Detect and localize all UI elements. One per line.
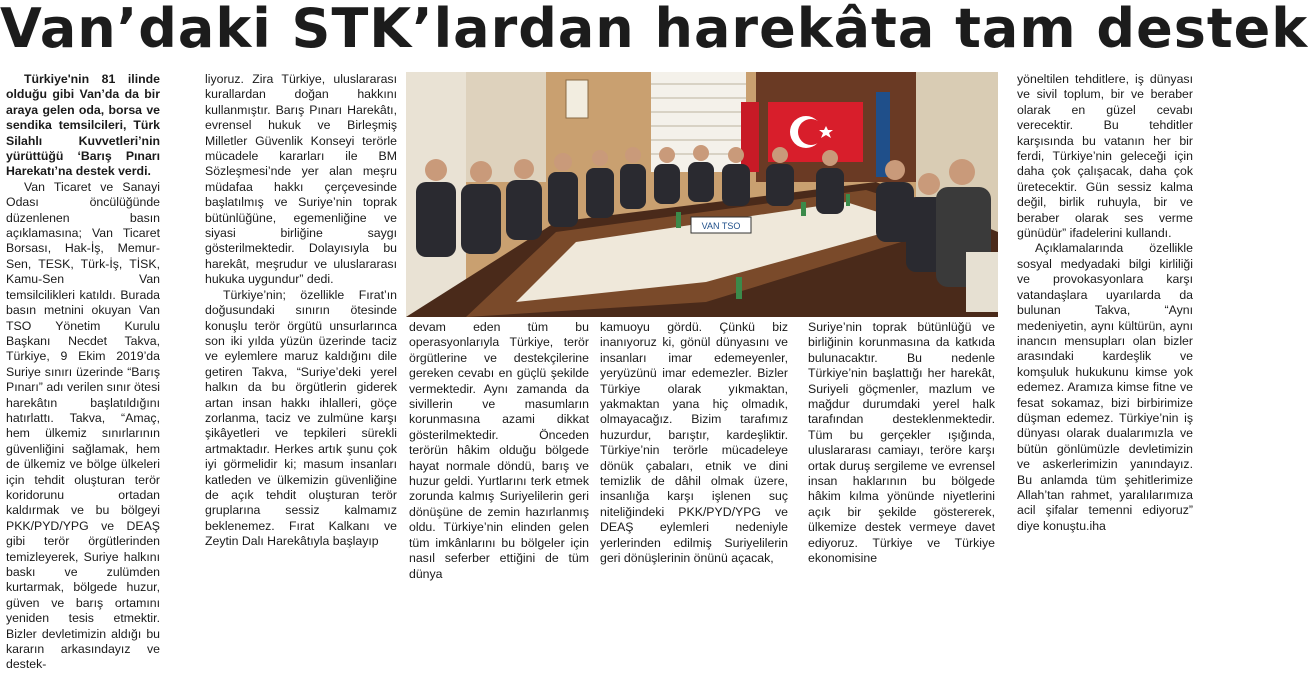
column-4 [600,320,788,567]
column-2 [205,72,397,567]
column-3 [409,320,589,581]
news-photo [406,72,998,317]
body-paragraph: kamuoyu gördü. Çünkü biz inanıyoruz ki, gönül dünyasını ve insanları imar edemeyenler, yeryüzünü imar edemezler. Bizler Türkiye olarak yıkmaktan, yakmaktan yana hiç olmadık, olmayacağız. Bizim tarafımız huzurdur, barıştır, kardeşliktir. Türkiye’nin terörle mücadeleye dönük çabaları, etnik ve dini temizlik de dâhil olmak üzere, insanlığa karşı işlenen suç niteliğindeki PKK/PYD/YPG ve DEAŞ eylemleri nedeniyle yerlerinden edilmiş Suriyelilerin geri dönüşlerinin önünü açacak, [600,320,788,566]
lead-paragraph: Türkiye'nin 81 ilinde olduğu gibi Van’da da bir araya gelen oda, borsa ve sendika temsilcileri, Türk Silahlı Kuvvetleri’nin yürüttüğü ‘Barış Pınarı Harekatı’na destek verdi. [6,72,160,179]
body-paragraph: devam eden tüm bu operasyonlarıyla Türkiye, terör örgütlerine ve destekçilerine gereken cevabı en güçlü şekilde vermektedir. Aynı zamanda da sivillerin ve masumların korunmasına azami dikkat gösterilmektedir. Önceden terörün hâkim olduğu bölgede hayat normale döndü, barış ve huzur geldi. Yurtlarını terk etmek zorunda kalmış Suriyelilerin geri dönüşüne de zemin hazırlanmış oldu. Türkiye’nin elinden gelen tüm imkânlarını bu bölgeler için nasıl seferber ettiğini de tüm dünya [409,320,589,581]
column-6 [1017,72,1193,567]
body-paragraph: Türkiye’nin; özellikle Fırat’ın doğusundaki sınırın ötesinde konuşlu terör örgütü unsurlarınca son iki yılda yüzün üzerinde taciz ve eylemlere maruz kaldığını dile getiren Takva, “Suriye’deki yerel halkın da bu örgütlerin giderek artan insan hakkı ihlalleri, göçe zorlanma, taciz ve zulmüne karşı şikâyetleri ve tepkileri sürekli artmaktadır. Herkes artık şunu çok iyi görmelidir ki; masum insanları katleden ve ülkemizin güvenliğine de açık tehdit oluşturan terör gruplarına sessiz kalmamız beklenemez. Fırat Kalkanı ve Zeytin Dalı Harekâtıyla başlayıp [205,287,397,549]
column-1 [6,72,160,672]
body-paragraph: Van Ticaret ve Sanayi Odası öncülüğünde düzenlenen basın açıklamasına; Van Ticaret Borsası, Hak-İş, Memur-Sen, TESK, Türk-İş, TİSK, Kamu-Sen Van temsilcilikleri katıldı. Burada basın metnini okuyan Van TSO Yönetim Kurulu Başkanı Necdet Takva, Türkiye, 9 Ekim 2019’da Suriye sınırı üzerinde “Barış Pınarı” adı verilen sınır ötesi harekâtın başlatıldığını hatırlattı. Takva, “Amaç, hem ülkemiz sınırlarının güvenliğini sağlamak, hem de ülkemiz ve bölge ülkeleri için tehdit oluşturan terör koridorunu ortadan kaldırmak ve bu bölgeyi PKK/PYD/YPG ve DEAŞ gibi terör örgütlerinden temizleyerek, Suriye halkını baskı ve zulümden kurtarmak, bölgede huzur, güven ve barış ortamını yeniden tesis etmektir. Bizler devletimizin aldığı bu kararın arkasındayız ve destek- [6,179,160,672]
body-paragraph: liyoruz. Zira Türkiye, uluslararası kurallardan doğan hakkını kullanmıştır. Barış Pınarı Harekâtı, evrensel hukuk ve Birleşmiş Milletler Güvenlik Konseyi terörle mücadele kararları ile BM Sözleşmesi’nde yer alan meşru müdafaa hakkı çerçevesinde başlatılmış ve Suriye’nin toprak bütünlüğüne, egemenliğine ve siyasi birliğine saygı gösterilmektedir. Dolayısıyla bu harekât, meşrudur ve uluslararası hukuka uygundur” dedi. [205,72,397,287]
headline: Van’daki STK’lardan harekâta tam destek [0,0,1308,60]
body-paragraph: yöneltilen tehditlere, iş dünyası ve sivil toplum, bir ve beraber olarak en güzel cevabı verecektir. Bu tehditler karşısında bu vatanın her bir ferdi, Türkiye’nin geleceği için daha çok çalışacak, daha çok üretecektir. Gün sessiz kalma değil, birlik ruhuyla, bir ve beraber olarak ses verme günüdür” ifadelerini kullandı. [1017,72,1193,241]
table-sign: VAN TSO [701,221,741,231]
body-paragraph: Açıklamalarında özellikle sosyal medyadaki bilgi kirliliği ve provokasyonlara karşı vatandaşlara uyarılarda da bulunan Takva, “Aynı medeniyetin, aynı kültürün, aynı inancın mensupları olan bizler arasındaki kardeşlik ve komşuluk hukukunu kimse yok edemez. Aramıza kimse fitne ve fesat sokamaz, bizi birbirimize düşman edemez. Türkiye’nin iş dünyası olarak dualarımızla ve bütün gönlümüzle devletimizin ve askerlerimizin yanındayız. Bu anlamda tüm şehitlerimize Allah’tan rahmet, yaralılarımıza acil şifalar temenni ediyoruz” diye konuştu.iha [1017,241,1193,533]
column-5 [808,320,995,567]
body-paragraph: Suriye’nin toprak bütünlüğü ve birliğinin korunmasına da katkıda bulunacaktır. Bu nedenle Türkiye’nin başlattığı her harekât, Suriyeli göçmenler, mazlum ve mağdur durumdaki yerel halk tarafından desteklenmektedir. Tüm bu gerçekler ışığında, uluslararası camiayı, teröre karşı ortak duruş sergileme ve evrensel insan haklarının bu bölgede hâkim kılma yönünde niyetlerini açık bir şekilde göstererek, ülkemize destek vermeye davet ediyoruz. Türkiye ve Türkiye ekonomisine [808,320,995,566]
